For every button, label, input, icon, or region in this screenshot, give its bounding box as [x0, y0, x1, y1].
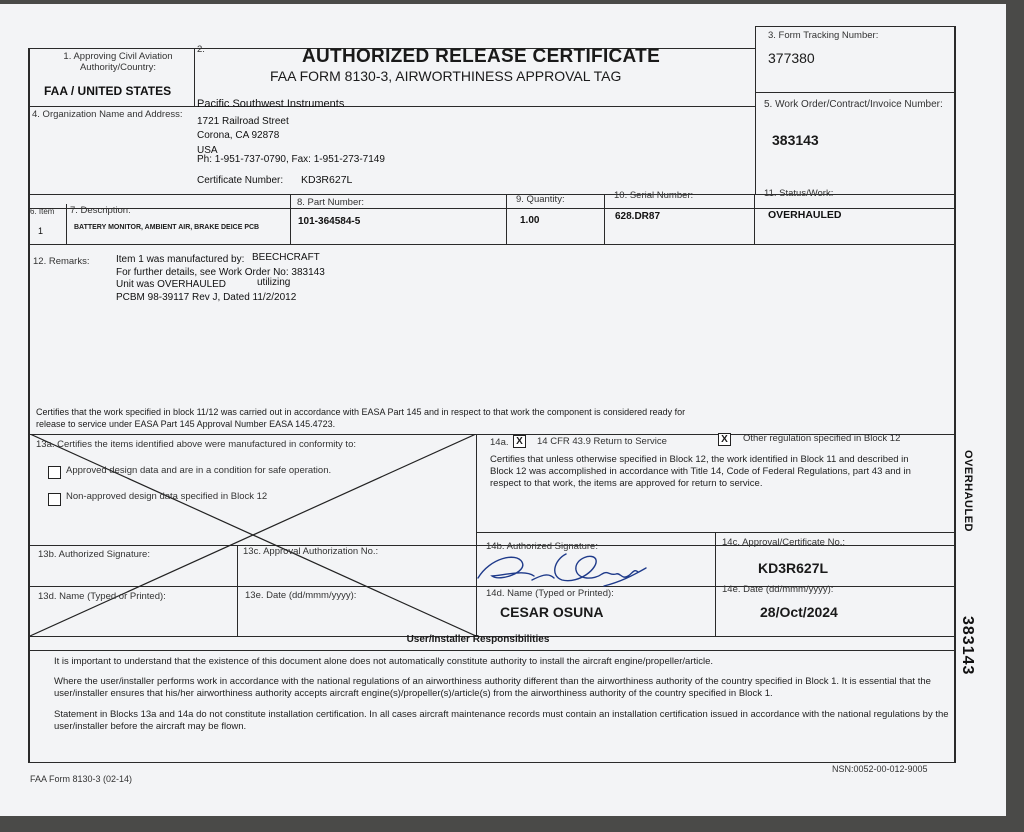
row-part-number: 101-364584-5	[298, 216, 361, 227]
frame-right	[954, 26, 956, 763]
block14a-other-label: Other regulation specified in Block 12	[743, 433, 901, 444]
row-line-4	[28, 244, 954, 245]
block14a-label: 14a.	[490, 437, 509, 448]
easa-statement-1: Certifies that the work specified in block 11/12 was carried out in accordance with EASA Part 145 and in respect to that work the component is considered ready for	[36, 407, 686, 417]
div-h1	[194, 48, 195, 106]
frame-bottom	[28, 762, 956, 763]
col-part	[506, 194, 507, 244]
org-city: Corona, CA 92878	[197, 130, 280, 141]
form-subtitle: FAA FORM 8130-3, AIRWORTHINESS APPROVAL TAG	[270, 68, 622, 84]
block1-label: 1. Approving Civil Aviation Authority/Country:	[63, 51, 173, 73]
easa-statement-2: release to service under EASA Part 145 Approval Number EASA 145.4723.	[36, 419, 336, 429]
responsibilities-p3: Statement in Blocks 13a and 14a do not constitute installation certification. In all cases aircraft maintenance records must contain an installation certification issued in accordance with the national regulations by the user/installer before the aircraft may be flown.	[54, 709, 949, 732]
form-id: FAA Form 8130-3 (02-14)	[30, 774, 133, 784]
col-header-description: 7. Description:	[70, 205, 131, 216]
responsibilities-heading: User/Installer Responsibilities	[406, 634, 550, 645]
remarks-line3-b: utilizing	[257, 277, 291, 288]
org-cert-label: Certificate Number:	[197, 175, 284, 186]
org-country: USA	[197, 145, 218, 156]
block13a-nonapproved-label: Non-approved design data specified in Block 12	[66, 491, 268, 502]
form-title: AUTHORIZED RELEASE CERTIFICATE	[302, 46, 661, 67]
col-header-item: 6. Item	[30, 207, 55, 216]
col-header-status: 11. Status/Work:	[764, 188, 834, 199]
org-name: Pacific Southwest Instruments	[197, 98, 345, 110]
remarks-line1-a: Item 1 was manufactured by:	[116, 254, 245, 265]
frame-left	[28, 48, 30, 763]
certificate-paper	[0, 4, 1006, 816]
block13d-label: 13d. Name (Typed or Printed):	[38, 591, 166, 602]
block14e-value: 28/Oct/2024	[760, 604, 838, 620]
block13a-approved-checkbox[interactable]	[48, 466, 61, 479]
block14a-cfr-label: 14 CFR 43.9 Return to Service	[537, 436, 667, 447]
block13c-label: 13c. Approval Authorization No.:	[243, 546, 379, 557]
block12-label: 12. Remarks:	[33, 256, 90, 267]
row-status: OVERHAULED	[768, 209, 842, 221]
row-14a-bottom	[476, 532, 954, 533]
block13e-label: 13e. Date (dd/mmm/yyyy):	[245, 590, 357, 601]
remarks-line4: PCBM 98-39117 Rev J, Dated 11/2/2012	[116, 292, 297, 303]
org-cert-value: KD3R627L	[301, 174, 353, 186]
remarks-line3-a: Unit was OVERHAULED	[116, 279, 227, 290]
row-item: 1	[38, 226, 44, 236]
block14e-label: 14e. Date (dd/mmm/yyyy):	[722, 584, 834, 595]
col-qty	[604, 194, 605, 244]
org-phone: Ph: 1-951-737-0790, Fax: 1-951-273-7149	[197, 154, 385, 165]
col-desc	[290, 194, 291, 244]
block2-label: 2.	[197, 44, 205, 55]
remarks-manufacturer: BEECHCRAFT	[252, 252, 320, 263]
col-13-14	[476, 434, 477, 636]
org-street: 1721 Railroad Street	[197, 116, 289, 127]
tracking-number: 377380	[768, 50, 815, 66]
col-14b	[715, 532, 716, 636]
side-status-label: OVERHAULED	[962, 450, 974, 533]
responsibilities-p1: It is important to understand that the existence of this document alone does not automatically constitute authority to install the aircraft engine/propeller/article.	[54, 656, 714, 667]
side-work-order-label: 383143	[959, 616, 976, 676]
frame-top-right	[755, 26, 955, 27]
row-line-1	[28, 106, 755, 107]
row-line-9	[30, 650, 954, 651]
row-line-1b	[755, 92, 955, 93]
row-serial: 628.DR87	[615, 211, 661, 222]
block14d-label: 14d. Name (Typed or Printed):	[486, 588, 614, 599]
block4-label: 4. Organization Name and Address:	[32, 109, 183, 120]
authorized-signature-image	[470, 546, 650, 590]
block14c-value: KD3R627L	[758, 560, 829, 576]
col-header-quantity: 9. Quantity:	[516, 194, 565, 205]
block14d-value: CESAR OSUNA	[500, 604, 604, 620]
block5-label: 5. Work Order/Contract/Invoice Number:	[764, 99, 943, 110]
block14c-label: 14c. Approval/Certificate No.:	[722, 537, 846, 548]
col-item	[66, 204, 67, 244]
block3-label: 3. Form Tracking Number:	[768, 30, 879, 41]
row-quantity: 1.00	[520, 215, 540, 226]
block13a-label: 13a. Certifies the items identified above were manufactured in conformity to:	[36, 439, 356, 450]
col-header-serial: 10. Serial Number:	[614, 190, 694, 201]
block13a-nonapproved-checkbox[interactable]	[48, 493, 61, 506]
responsibilities-p2: Where the user/installer performs work in accordance with the national regulations of an airworthiness authority different than the airworthiness authority of the country specified in Block 1. It is essential that the user/installer ensures that his/her airworthiness authority accepts aircraft engine(s)/propeller(s)/article(s) from the airworthiness authority of the country specified in Block 1.	[54, 676, 931, 699]
block14b-label: 14b. Authorized Signature:	[486, 541, 598, 552]
nsn-number: NSN:0052-00-012-9005	[832, 764, 928, 774]
work-order-number: 383143	[772, 132, 819, 148]
col-serial	[754, 194, 755, 244]
row-description: BATTERY MONITOR, AMBIENT AIR, BRAKE DEICE PCB	[74, 224, 260, 231]
remarks-line2: For further details, see Work Order No: 383143	[116, 267, 325, 278]
block1-value: FAA / UNITED STATES	[44, 84, 172, 98]
block14a-cfr-checkbox[interactable]: X	[513, 435, 526, 448]
block14a-statement: Certifies that unless otherwise specified in Block 12, the work identified in Block 11 and described in Block 12 was accomplished in accordance with Title 14, Code of Federal Regulations, part 43 and in respect to that work, the items are approved for return to service.	[490, 454, 911, 489]
block14a-other-checkbox[interactable]: X	[718, 433, 731, 446]
block13a-approved-label: Approved design data and are in a condition for safe operation.	[66, 465, 332, 476]
block13b-label: 13b. Authorized Signature:	[38, 549, 150, 560]
div-h2	[755, 26, 756, 194]
col-header-part: 8. Part Number:	[297, 197, 365, 208]
